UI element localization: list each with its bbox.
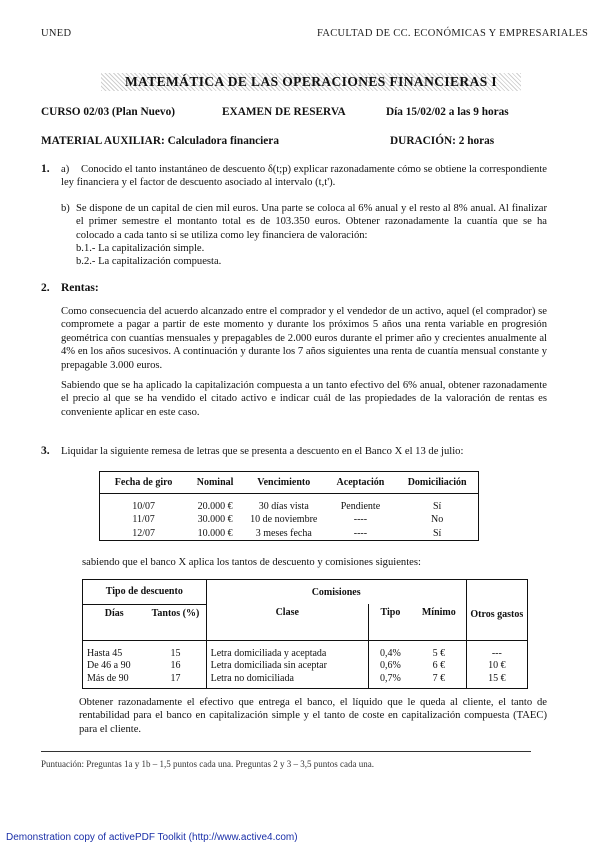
table-row	[100, 514, 479, 527]
exam-duration: DURACIÓN: 2 horas	[390, 135, 495, 147]
table-cell: De 46 a 90	[87, 660, 131, 672]
divider	[41, 751, 531, 752]
table-cell: Sí	[432, 527, 442, 539]
question-3-number: 3.	[41, 445, 50, 457]
exam-type: EXAMEN DE RESERVA	[222, 106, 346, 118]
exam-date: Día 15/02/02 a las 9 horas	[386, 106, 509, 118]
t1-header-vencimiento: Vencimiento	[243, 472, 325, 494]
q1b-text: Se dispone de un capital de cien mil euros. Una parte se coloca al 6% anual y el resto al 8% anual. Al finalizar el primer semestre el montanto total es de 103.350 euros. Obtener razonadamente la cuantía que se ha colocado a cada tanto si se utiliza como ley financiera de valoración:	[76, 203, 547, 241]
table-row	[83, 673, 528, 689]
table-row	[100, 501, 479, 514]
table-cell: 5 €	[412, 641, 466, 659]
demo-footer-link[interactable]: Demonstration copy of activePDF Toolkit (http://www.active4.com)	[6, 832, 298, 843]
table-cell: 17	[145, 673, 206, 689]
table-row	[83, 641, 528, 659]
q1b1-item: b.1.- La capitalización simple.	[76, 243, 205, 254]
t2-header-minimo: Mínimo	[412, 604, 466, 640]
q3-final-text: Obtener razonadamente el efectivo que entrega el banco, el líquido que le queda al cliente, el tanto de rentabilidad para el banco en capitalización simple y el tanto de coste en capitalización compuesta (TAEC) para el cliente.	[79, 697, 547, 735]
table-cell: 10 €	[488, 660, 506, 672]
discount-commissions-table	[82, 579, 528, 689]
table-cell: Más de 90	[87, 672, 129, 684]
q1a-text: Conocido el tanto instantáneo de descuento δ(t;p) explicar razonadamente cómo se obtiene la correspondiente ley financiera y el factor de descuento asociado al intervalo (t,t').	[61, 164, 547, 189]
t2-header-otros: Otros gastos	[466, 580, 527, 641]
table-cell: 10/07	[132, 501, 155, 513]
t1-header-domiciliacion: Domiciliación	[396, 472, 478, 494]
t1-header-nominal: Nominal	[187, 472, 243, 494]
table-cell: 15 €	[488, 672, 506, 684]
t2-header-tipo: Tipo	[368, 604, 412, 640]
t2-header-tipo-descuento: Tipo de descuento	[83, 580, 207, 605]
bills-table	[99, 471, 479, 541]
header-institution: UNED	[41, 28, 72, 39]
q3-middle-text: sabiendo que el banco X aplica los tantos de descuento y comisiones siguientes:	[82, 557, 421, 568]
table-cell: 20.000 €	[197, 501, 233, 513]
table-cell: 0,4%	[379, 647, 401, 659]
table-cell: 3 meses fecha	[255, 527, 312, 539]
table-cell: ---	[491, 647, 502, 659]
q1a-label: a)	[61, 164, 70, 175]
table-cell: Hasta 45	[87, 647, 123, 659]
q2-paragraph-2: Sabiendo que se ha aplicado la capitalización compuesta a un tanto efectivo del 6% anual, obtener razonadamente el precio al que se ha vendido el citado activo e indicar cuál de las propiedades de la valoración de rentas es conveniente aplicar en este caso.	[61, 380, 547, 418]
table-cell: 16	[145, 659, 206, 673]
question-1-number: 1.	[41, 163, 50, 175]
table-cell: Letra domiciliada y aceptada	[206, 641, 368, 659]
t1-header-fecha: Fecha de giro	[100, 472, 188, 494]
table-cell: 30 días vista	[258, 501, 309, 513]
q3-intro: Liquidar la siguiente remesa de letras que se presenta a descuento en el Banco X el 13 de julio:	[61, 446, 464, 457]
table-cell: 0,7%	[379, 672, 401, 684]
table-cell: 10 de noviembre	[250, 514, 318, 526]
scoring-note: Puntuación: Preguntas 1a y 1b – 1,5 puntos cada una. Preguntas 2 y 3 – 3,5 puntos cada una.	[41, 759, 374, 769]
question-2-number: 2.	[41, 282, 50, 294]
t2-header-tantos: Tantos (%)	[145, 604, 206, 640]
table-row	[100, 527, 479, 541]
auxiliary-material: MATERIAL AUXILIAR: Calculadora financiera	[41, 135, 279, 147]
table-cell: 10.000 €	[197, 527, 233, 539]
table-cell: Pendiente	[340, 501, 381, 513]
t2-header-dias: Días	[83, 604, 146, 640]
header-faculty: FACULTAD DE CC. ECONÓMICAS Y EMPRESARIALES	[317, 28, 589, 39]
page-title: MATEMÁTICA DE LAS OPERACIONES FINANCIERAS I	[124, 74, 498, 89]
table-cell: 15	[145, 641, 206, 659]
table-cell: 6 €	[412, 659, 466, 673]
t2-header-clase: Clase	[206, 604, 368, 640]
course-label: CURSO 02/03 (Plan Nuevo)	[41, 106, 175, 118]
table-cell: Letra no domiciliada	[206, 673, 368, 689]
table-cell: Sí	[432, 501, 442, 513]
t2-header-comisiones: Comisiones	[206, 580, 466, 605]
q1b2-item: b.2.- La capitalización compuesta.	[76, 256, 222, 267]
table-cell: ----	[353, 527, 368, 539]
question-2-title: Rentas:	[61, 282, 99, 294]
table-cell: 12/07	[132, 527, 155, 539]
table-cell: 0,6%	[379, 660, 401, 672]
table-cell: No	[431, 514, 444, 526]
t1-header-aceptacion: Aceptación	[325, 472, 397, 494]
q1b-label: b)	[61, 203, 70, 214]
table-cell: 11/07	[132, 514, 155, 526]
title-banner	[101, 73, 521, 91]
table-cell: Letra domiciliada sin aceptar	[206, 659, 368, 673]
q2-paragraph-1: Como consecuencia del acuerdo alcanzado entre el comprador y el vendedor de un activo, aquel (el comprador) se compromete a pagar a partir de este momento y durante los próximos 5 años una renta variable en progresión geométrica con cuantías mensuales y prepagables de 2.000 euros durante el primer año y crecientes anualmente al 4% en los años sucesivos. A continuación y durante los 7 años siguientes una renta de cuantía mensual constante y prepagable 3.000 euros.	[61, 306, 547, 371]
table-cell: ----	[353, 514, 368, 526]
table-cell: 30.000 €	[197, 514, 233, 526]
table-cell: 7 €	[412, 673, 466, 689]
table-row	[83, 659, 528, 673]
